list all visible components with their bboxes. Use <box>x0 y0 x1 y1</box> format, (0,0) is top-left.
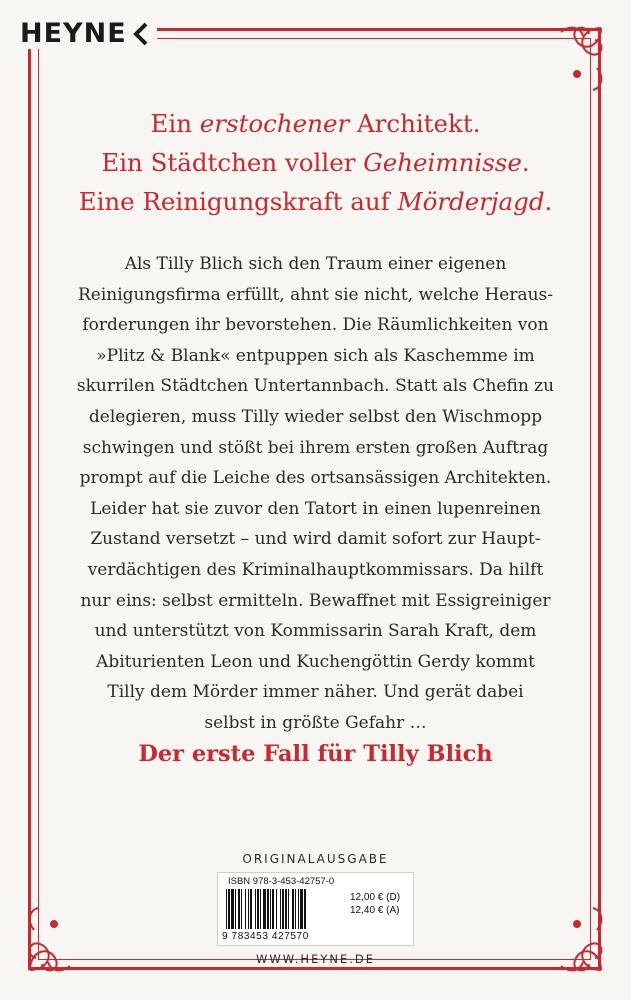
tagline-line-3: Eine Reinigungskraft auf Mörderjagd. <box>78 187 553 216</box>
edition-label: ORIGINALAUSGABE <box>242 852 389 866</box>
price-de: 12,00 € (D) <box>350 892 401 903</box>
barcode-bar <box>292 889 294 929</box>
bottom-right-ornament <box>521 890 611 980</box>
blurb-line: nur eins: selbst ermitteln. Bewaffnet mit Essigreiniger <box>80 590 551 611</box>
series-line: Der erste Fall für Tilly Blich <box>138 741 493 767</box>
publisher-name: HEYNE <box>20 18 127 49</box>
barcode-bar <box>295 889 296 929</box>
blurb-line: skurrilen Städtchen Untertannbach. Statt als Chefin zu <box>76 376 555 397</box>
tagline-line-1: Ein erstochener Architekt. <box>150 109 481 138</box>
blurb-line: prompt auf die Leiche des ortsansässigen Architekten. <box>79 468 552 489</box>
blurb-line: Abiturienten Leon und Kuchengöttin Gerdy kommt <box>96 651 535 672</box>
barcode-bar <box>304 889 306 929</box>
tagline-line-2: Ein Städtchen voller Geheimnisse. <box>101 148 530 177</box>
barcode-bar <box>226 889 227 929</box>
website-url: WWW.HEYNE.DE <box>255 952 376 966</box>
blurb-line: delegieren, muss Tilly wieder selbst den Wischmopp <box>88 406 543 427</box>
barcode-bar <box>272 889 274 929</box>
chevron-left-icon <box>133 22 149 46</box>
blurb-line: »Plitz & Blank« entpuppen sich als Kaschemme im <box>96 345 535 366</box>
barcode-bar <box>263 889 266 929</box>
barcode-bar <box>228 889 230 929</box>
barcode-bar <box>231 889 234 929</box>
blurb-line: Als Tilly Blich sich den Traum einer eigenen <box>124 254 507 274</box>
barcode-bar <box>260 889 261 929</box>
barcode-bar <box>300 889 303 929</box>
tagline <box>60 104 571 221</box>
barcode-bar <box>241 889 242 929</box>
publisher-logo <box>14 18 157 49</box>
barcode-bar <box>255 889 256 929</box>
blurb-line: Zustand versetzt – und wird damit sofort zur Haupt- <box>90 529 541 550</box>
bottom-left-ornament <box>20 890 110 980</box>
barcode-bar <box>238 889 240 929</box>
barcode-box <box>217 872 414 946</box>
barcode-bar <box>285 889 287 929</box>
price-at: 12,40 € (A) <box>350 905 400 916</box>
blurb-line: Leider hat sie zuvor den Tatort in einen lupenreinen <box>90 498 541 519</box>
top-right-ornament <box>521 18 611 108</box>
barcode-bar <box>267 889 269 929</box>
barcode-bar <box>248 889 249 929</box>
barcode-bar <box>270 889 271 929</box>
blurb-line: forderungen ihr bevorstehen. Die Räumlichkeiten von <box>82 315 549 336</box>
barcode-bar <box>245 889 246 929</box>
blurb-line: verdächtigen des Kriminalhauptkommissars. Da hilft <box>87 559 544 580</box>
blurb-line: Reinigungsfirma erfüllt, ahnt sie nicht, welche Heraus- <box>77 284 554 305</box>
barcode-bar <box>288 889 289 929</box>
prices <box>350 891 400 917</box>
barcode-digits: 9 783453 427570 <box>222 931 309 942</box>
blurb-line: Tilly dem Mörder immer näher. Und gerät dabei <box>107 682 524 703</box>
barcode-bar <box>276 889 277 929</box>
blurb-line: selbst in größte Gefahr … <box>204 712 427 733</box>
barcode-bar <box>280 889 281 929</box>
isbn-text: ISBN 978-3-453-42757-0 <box>228 876 335 887</box>
barcode-bar <box>257 889 259 929</box>
blurb-line: schwingen und stößt bei ihrem ersten großen Auftrag <box>82 437 549 458</box>
barcode-bar <box>250 889 252 929</box>
blurb <box>62 249 569 739</box>
barcode-bar <box>298 889 299 929</box>
barcode-bars <box>226 889 344 931</box>
barcode-bar <box>282 889 284 929</box>
barcode-bar <box>235 889 236 929</box>
blurb-line: und unterstützt von Kommissarin Sarah Kraft, dem <box>94 621 537 642</box>
